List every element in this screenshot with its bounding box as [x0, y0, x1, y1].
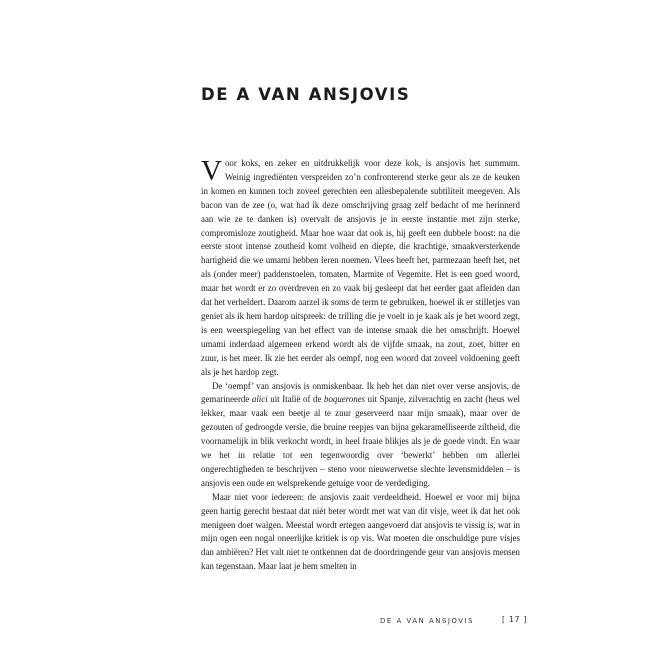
- term-alici: alici: [251, 394, 268, 405]
- term-boquerones: boquerones: [324, 394, 366, 405]
- paragraph-2-text-c: uit Spanje, zilverachtig en zacht (heus wel lekker, maar vaak een beetje al te zuur geserveerd naar mijn smaak), maar over de gezouten of gedroogde versie, die bruine reepjes van bijna gekaramelliseerde ziltheid, die voornamelijk in blik verkocht wordt, in heel fraaie blikjes als je de goede vindt. En waar we het in relatie tot een tegenwoordig over ‘bewerkt’ hebben om allerlei ongerechtigheden te beschrijven – steno voor nieuwerwetse slechte levensmiddelen – is ansjovis een oude en welsprekende getuige voor de verdediging.: [201, 394, 520, 488]
- page-number: [ 17 ]: [502, 615, 528, 624]
- running-footer-title: DE A VAN ANSJOVIS: [380, 617, 475, 625]
- paragraph-2-text-a: De ‘oempf’ van ansjovis is onmiskenbaar. Ik heb het dan niet over verse ansjovis, de gemarineerde: [201, 380, 520, 405]
- paragraph-3: Maar niet voor iedereen: de ansjovis zaait verdeeldheid. Hoewel er voor mij bijna geen hartig gerecht bestaat dat niét beter wordt met wat van dit visje, weet ik dat het ook menigeen doet walgen. Meestal wordt ertegen aangevoerd dat ansjovis te vissig is, wat in mijn ogen een nogal oneerlijke kritiek is op vis. Wat moeten die onschuldige pure visjes dan ambiëren? Het valt niet te ontkennen dat de doordringende geur van ansjovis mensen kan tegenstaan. Maar laat je hem smelten in: [201, 491, 520, 572]
- paragraph-1-text: oor koks, en zeker en uitdrukkelijk voor deze kok, is ansjovis het summum. Weinig ingrediënten verspreiden zo’n confronterend sterke geur als ze de keuken in komen en kunnen toch zoveel gerechten een allesbepalende subtiliteit meegeven. Als bacon van de zee (o, wat had ik deze omschrijving graag zelf bedacht of me herinnerd aan wie ze te danken is) overvalt de ansjovis je in eerste instantie met zijn sterke, compromisloze zoutigheid. Maar hoe waar dat ook is, hij geeft een dubbele boost: na die eerste stoot intense zoutheid komt volheid en diepte, die krachtige, smaakversterkende hartigheid die we umami hebben leren noemen. Vlees heeft het, parmezaan heeft het, net als (onder meer) paddenstoelen, tomaten, Marmite of Vegemite. Het is een goed woord, maar het wordt er zo overdreven en zo vaak bij gesleept dat het eerder gaat afleiden dan dat het verheldert. Daarom aarzel ik soms de term te gebruiken, hoewel ik er stilletjes van geniet als ik hem hardop uitspreek: de trilling die je voelt in je kaak als je het woord zegt, is een weerspiegeling van het effect van de intense smaak die het omschrijft. Hoewel umami inderdaad algemeen erkend wordt als de vijfde smaak, na zout, zoet, bitter en zuur, is het meer. Ik zie het eerder als oempf, nog een woord dat zoveel voldoening geeft als je het hardop zegt.: [201, 158, 520, 377]
- paragraph-1: [201, 157, 520, 380]
- body-text: [201, 157, 520, 574]
- paragraph-2: [201, 380, 520, 491]
- chapter-title: DE A VAN ANSJOVIS: [201, 85, 411, 104]
- paragraph-2-text-b: uit Italië of de: [267, 394, 324, 405]
- drop-cap: V: [201, 155, 222, 187]
